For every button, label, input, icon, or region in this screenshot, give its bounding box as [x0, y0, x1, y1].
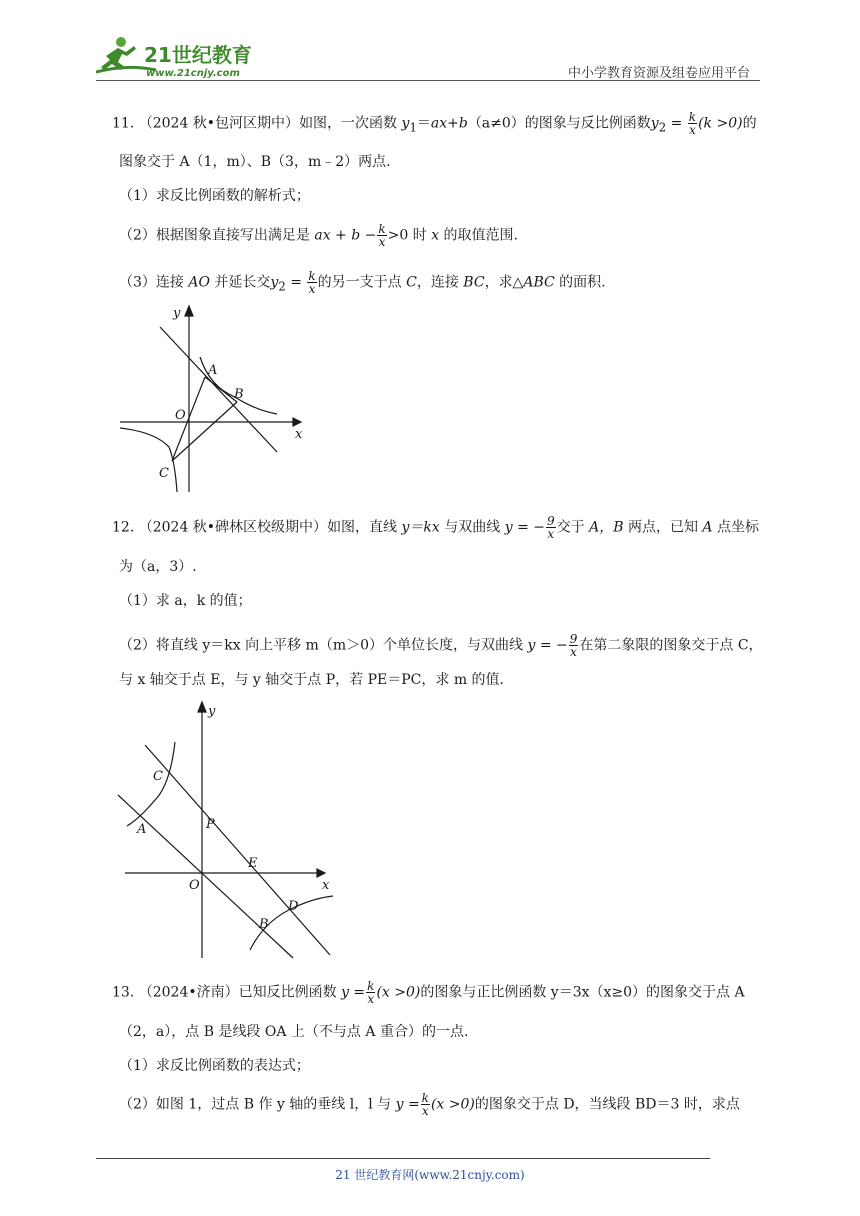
label-D: D — [288, 899, 299, 914]
label-O: O — [175, 408, 186, 423]
q11-stem: 11. （2024 秋•包河区期中）如图，一次函数 $y_1=ax+b(a\ne 0)$的图象与反比例函数$y_2$ = $\frac{k}{x}$ (k >0)的 — [112, 110, 757, 137]
platform-name: 中小学教育资源及组卷应用平台 — [568, 66, 751, 81]
q11-part1: （1）求反比例函数的解析式； — [119, 188, 310, 204]
label-C: C — [159, 466, 169, 481]
line-y1 — [160, 327, 277, 452]
segment-AB — [205, 377, 237, 402]
q12-figure — [115, 700, 340, 962]
label-B: B — [259, 917, 269, 932]
line-CE — [145, 745, 330, 955]
label-C: C — [153, 769, 163, 784]
q11-line2: 图象交于 A（1，m）、B（3，m﹣2）两点. — [119, 154, 391, 170]
hyperbola-branch-2 — [120, 428, 177, 492]
footer-divider — [96, 1158, 710, 1159]
hyperbola-branch-2 — [127, 742, 175, 826]
q11-part3: （3）连接 AO 并延长交$y_2$ = $\frac{k}{x}$ 的另一支于点 C，连接 BC，求△ABC 的面积. — [119, 269, 606, 296]
label-B: B — [234, 387, 244, 402]
label-P: P — [206, 817, 215, 832]
label-y: y — [208, 704, 216, 719]
label-y: y — [173, 306, 181, 321]
q12-stem: 12. （2024 秋•碑林区校级期中）如图，直线 y＝kx 与双曲线 y = − $\frac{9}{x}$ 交于 A，B 两点，已知 A 点坐标 — [112, 514, 759, 541]
label-O: O — [189, 878, 200, 893]
logo-url: www.21cnjy.com — [146, 68, 240, 79]
q13-part2: （2）如图 1，过点 B 作 y 轴的垂线 l，l 与 y = $\frac{k}{x}$ (x >0)的图象交于点 D，当线段 BD＝3 时，求点 — [119, 1091, 740, 1118]
logo-text: 21世纪教育 — [144, 43, 252, 67]
q13-line2: （2，a），点 B 是线段 OA 上（不与点 A 重合）的一点. — [119, 1024, 469, 1040]
q12-part1: （1）求 a，k 的值； — [119, 593, 252, 609]
label-x: x — [322, 878, 330, 893]
logo — [96, 34, 266, 80]
header-divider — [96, 80, 760, 81]
q13-part1: （1）求反比例函数的表达式； — [119, 1058, 310, 1074]
q13-stem: 13. （2024•济南）已知反比例函数 y = $\frac{k}{x}$ (x >0)的图象与正比例函数 y＝3x（x≥0）的图象交于点 A — [112, 979, 745, 1006]
q11-figure — [115, 302, 315, 496]
q12-part2: （2）将直线 y＝kx 向上平移 m（m＞0）个单位长度，与双曲线 y = − $\frac{9}{x}$ 在第二象限的图象交于点 C， — [119, 632, 763, 659]
q11-part2: （2）根据图象直接写出满足是 ax + b − $\frac{k}{x}$ >0 时 x 的取值范围. — [119, 222, 519, 249]
label-E: E — [248, 856, 258, 871]
footer-link[interactable]: 21 世纪教育网(www.21cnjy.com) — [335, 1168, 525, 1182]
label-A: A — [137, 822, 147, 837]
q12-part2-line2: 与 x 轴交于点 E，与 y 轴交于点 P，若 PE＝PC，求 m 的值. — [119, 672, 504, 688]
label-x: x — [295, 427, 303, 442]
label-A: A — [208, 363, 218, 378]
q12-line2: 为（a，3）. — [119, 559, 197, 575]
